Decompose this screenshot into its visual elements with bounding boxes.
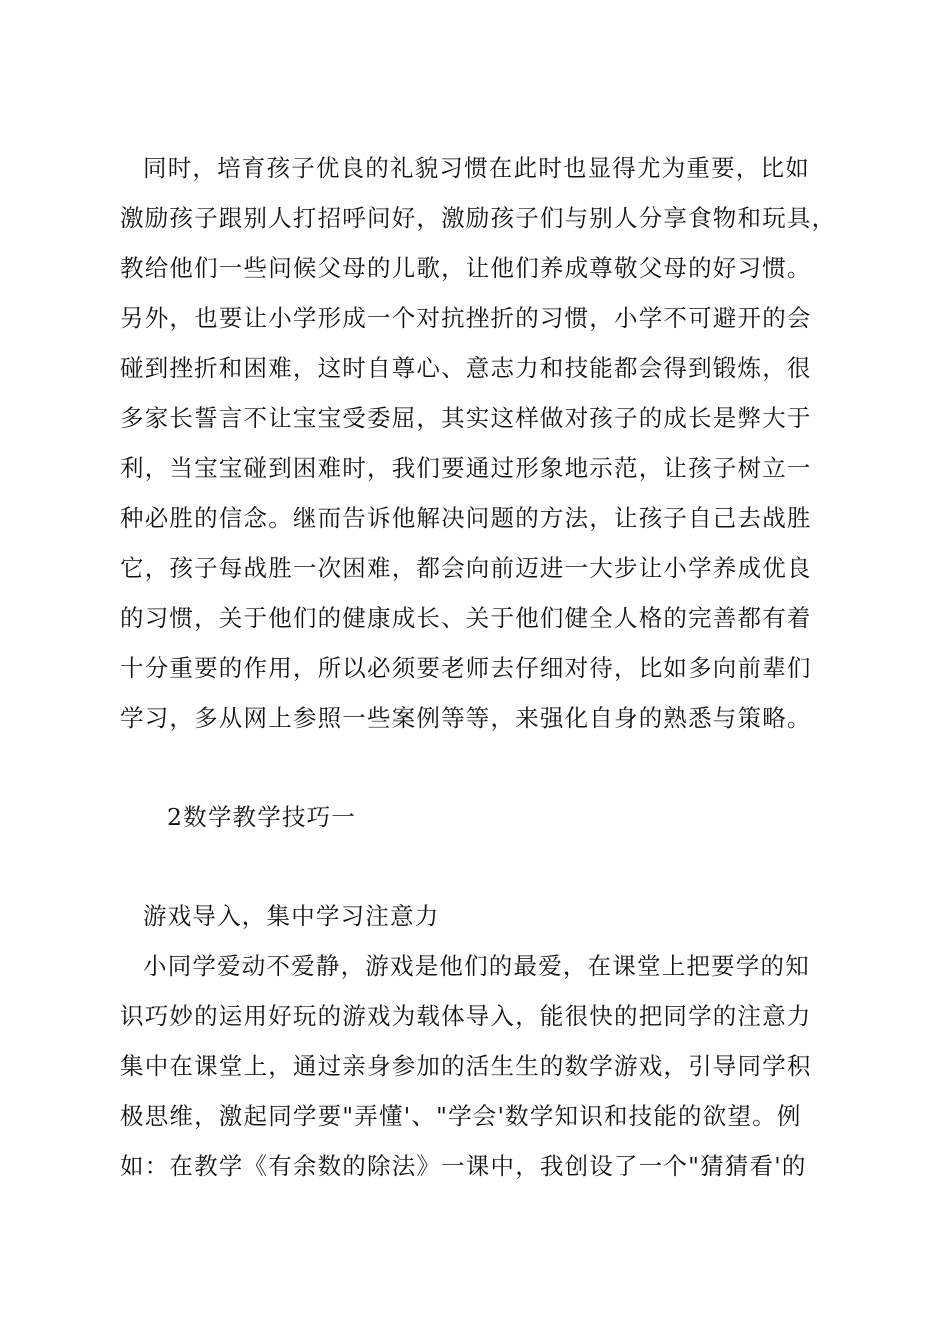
paragraph-line: 十分重要的作用，所以必须要老师去仔细对待，比如多向前辈们 xyxy=(120,654,812,682)
paragraph-line: 教给他们一些问候父母的儿歌，让他们养成尊敬父母的好习惯。 xyxy=(120,254,812,282)
section-heading: 2数学教学技巧一 xyxy=(167,803,357,831)
paragraph-line: 集中在课堂上，通过亲身参加的活生生的数学游戏，引导同学积 xyxy=(120,1052,812,1080)
paragraph-line: 极思维，激起同学要"弄懂'、"学会'数学知识和技能的欲望。例 xyxy=(120,1102,802,1130)
paragraph-line: 同时，培育孩子优良的礼貌习惯在此时也显得尤为重要，比如 xyxy=(143,154,810,182)
paragraph-line: 种必胜的信念。继而告诉他解决问题的方法，让孩子自己去战胜 xyxy=(120,504,812,532)
paragraph-line: 小同学爱动不爱静，游戏是他们的最爱，在课堂上把要学的知 xyxy=(143,952,810,980)
paragraph-line: 激励孩子跟别人打招呼问好，激励孩子们与别人分享食物和玩具， xyxy=(120,204,837,232)
section-subheading: 游戏导入，集中学习注意力 xyxy=(143,902,440,930)
paragraph-line: 如：在教学《有余数的除法》一课中，我创设了一个"猜猜看'的 xyxy=(120,1152,807,1180)
paragraph-line: 识巧妙的运用好玩的游戏为载体导入，能很快的把同学的注意力 xyxy=(120,1002,812,1030)
paragraph-line: 的习惯，关于他们的健康成长、关于他们健全人格的完善都有着 xyxy=(120,604,812,632)
paragraph-line: 它，孩子每战胜一次困难，都会向前迈进一大步让小学养成优良 xyxy=(120,554,812,582)
paragraph-line: 利，当宝宝碰到困难时，我们要通过形象地示范，让孩子树立一 xyxy=(120,454,812,482)
paragraph-line: 碰到挫折和困难，这时自尊心、意志力和技能都会得到锻炼，很 xyxy=(120,354,812,382)
paragraph-line: 多家长誓言不让宝宝受委屈，其实这样做对孩子的成长是弊大于 xyxy=(120,404,812,432)
paragraph-line: 学习，多从网上参照一些案例等等，来强化自身的熟悉与策略。 xyxy=(120,704,812,732)
paragraph-line: 另外，也要让小学形成一个对抗挫折的习惯，小学不可避开的会 xyxy=(120,304,812,332)
